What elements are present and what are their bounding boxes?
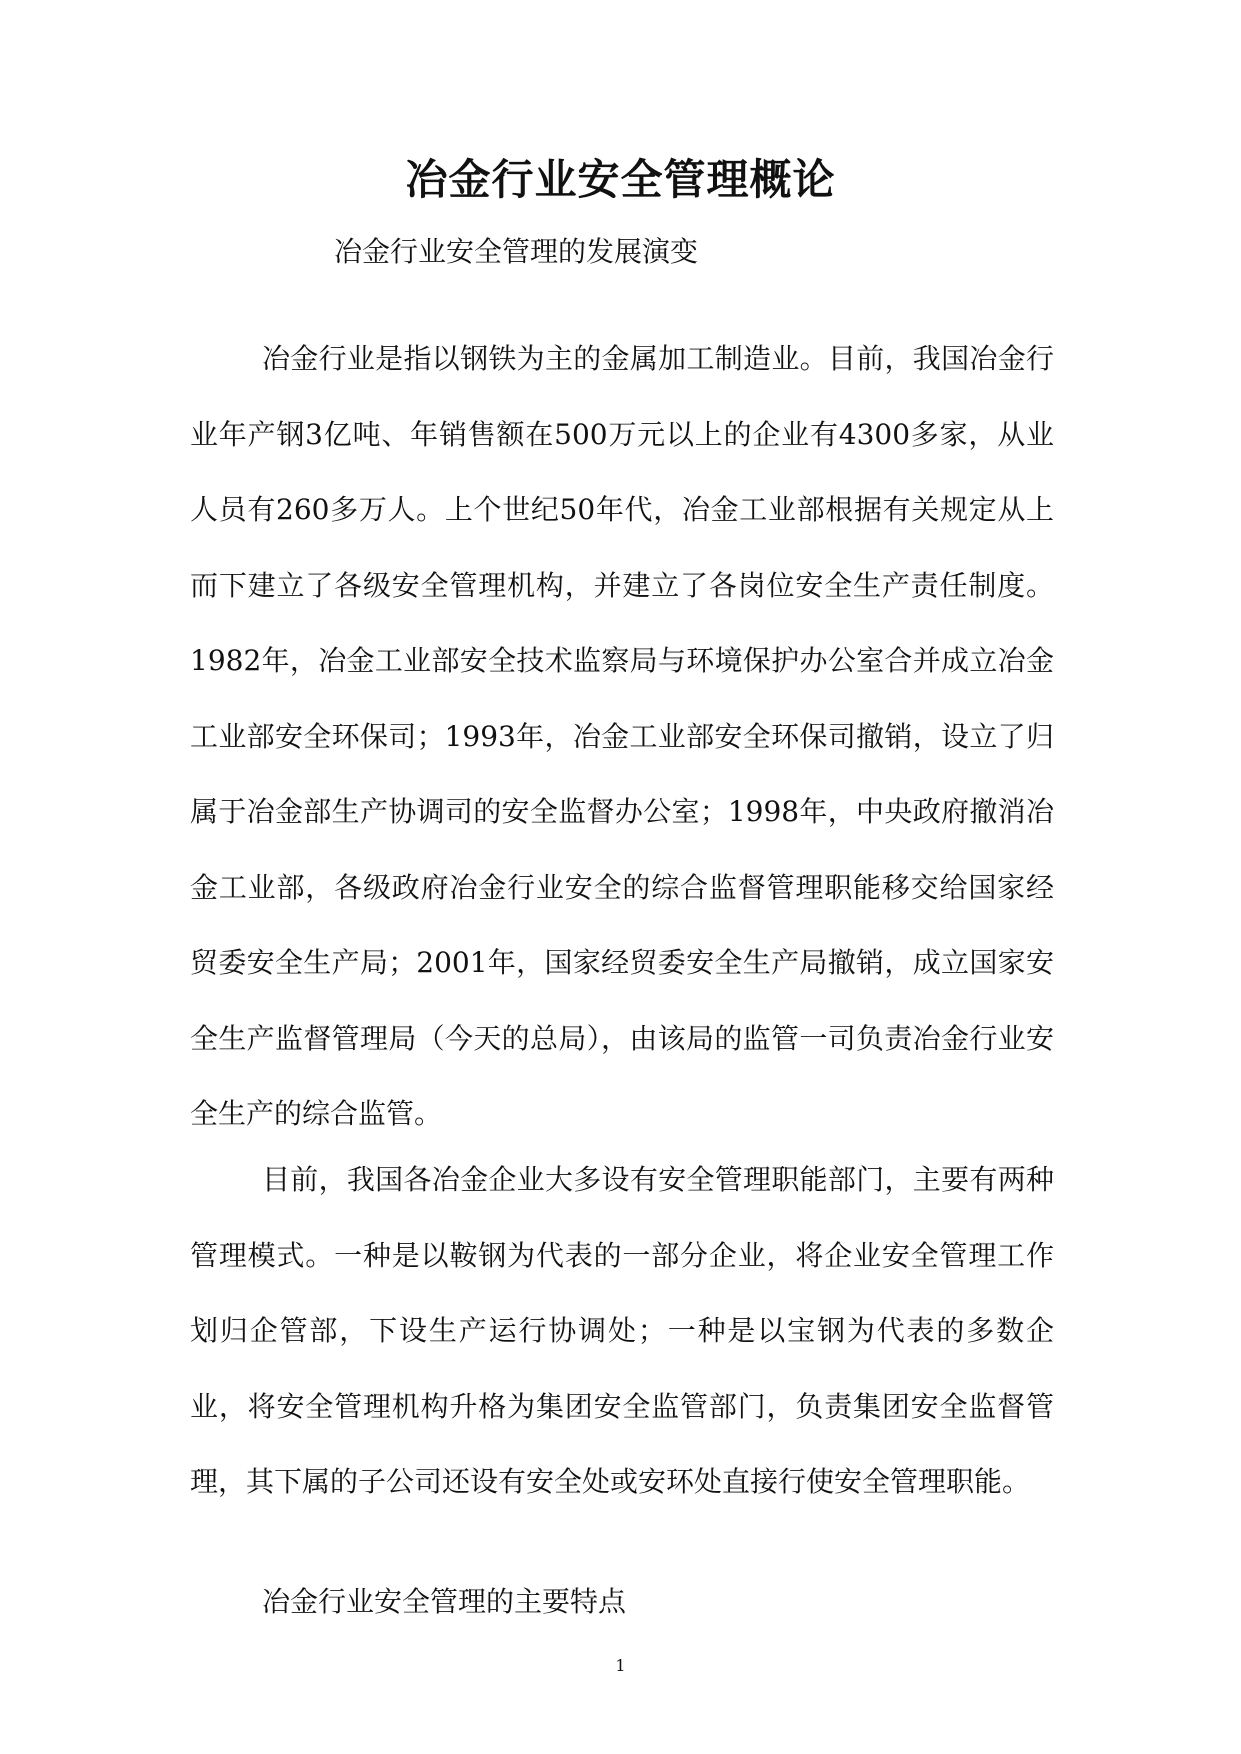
section-heading-characteristics: 冶金行业安全管理的主要特点 xyxy=(262,1585,627,1618)
paragraph-management-modes: 目前，我国各冶金企业大多设有安全管理职能部门，主要有两种管理模式。一种是以鞍钢为代表的一部分企业，将企业安全管理工作划归企管部，下设生产运行协调处；一种是以宝钢为代表的多数企业，将安全管理机构升格为集团安全监管部门，负责集团安全监督管理，其下属的子公司还设有安全处或安环处直接行使安全管理职能。 xyxy=(190,1163,1054,1498)
document-title: 冶金行业安全管理概论 xyxy=(405,155,836,204)
paragraph-history: 冶金行业是指以钢铁为主的金属加工制造业。目前，我国冶金行业年产钢3亿吨、年销售额在500万元以上的企业有4300多家，从业人员有260多万人。上个世纪50年代，冶金工业部根据有关规定从上而下建立了各级安全管理机构，并建立了各岗位安全生产责任制度。1982年，冶金工业部安全技术监察局与环境保护办公室合并成立冶金工业部安全环保司；1993年，冶金工业部安全环保司撤销，设立了归属于冶金部生产协调司的安全监督办公室；1998年，中央政府撤消冶金工业部，各级政府冶金行业安全的综合监督管理职能移交给国家经贸委安全生产局；2001年，国家经贸委安全生产局撤销，成立国家安全生产监督管理局（今天的总局），由该局的监管一司负责冶金行业安全生产的综合监管。 xyxy=(190,342,1054,1130)
page-number: 1 xyxy=(615,1656,626,1675)
section-heading-development: 冶金行业安全管理的发展演变 xyxy=(334,235,699,268)
